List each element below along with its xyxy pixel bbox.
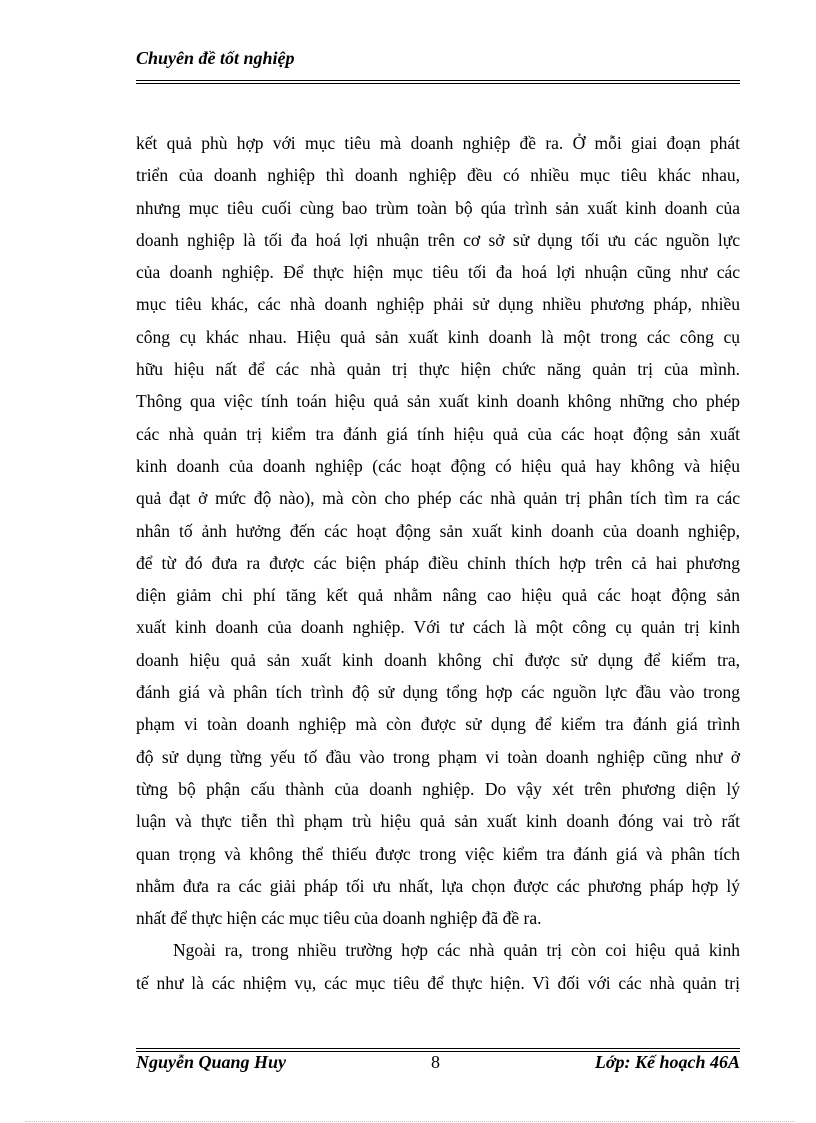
- text-line: doanh nghiệp là tối đa hoá lợi nhuận trên cơ sở sử dụng tối ưu các nguồn lực: [136, 229, 740, 250]
- footer-rule-top: [136, 1048, 740, 1049]
- text-line: Ngoài ra, trong nhiều trường hợp các nhà quản trị còn coi hiệu quả kinh: [173, 940, 740, 961]
- page-edge-divider: [25, 1121, 795, 1122]
- text-line: tế như là các nhiệm vụ, các mục tiêu để thực hiện. Vì đối với các nhà quản trị: [136, 972, 740, 993]
- text-line: để từ đó đưa ra được các biện pháp điều chỉnh thích hợp trên cả hai phương: [136, 552, 740, 573]
- text-line: xuất kinh doanh của doanh nghiệp. Với tư cách là một công cụ quản trị kinh: [136, 617, 740, 638]
- header-rule-top: [136, 80, 740, 81]
- text-line: từng bộ phận cấu thành của doanh nghiệp. Do vậy xét trên phương diện lý: [136, 778, 740, 799]
- text-line: kết quả phù hợp với mục tiêu mà doanh nghiệp đề ra. Ở mỗi giai đoạn phát: [136, 133, 740, 153]
- document-title: Chuyên đề tốt nghiệp: [136, 48, 295, 68]
- text-line: mục tiêu khác, các nhà doanh nghiệp phải sử dụng nhiều phương pháp, nhiều: [136, 294, 740, 315]
- text-line: quả đạt ở mức độ nào), mà còn cho phép các nhà quản trị phân tích tìm ra các: [136, 488, 740, 509]
- text-line: nhằm đưa ra các giải pháp tối ưu nhất, lựa chọn được các phương pháp hợp lý: [136, 875, 740, 896]
- text-line: nhưng mục tiêu cuối cùng bao trùm toàn bộ qúa trình sản xuất kinh doanh của: [136, 197, 740, 218]
- text-line: luận và thực tiễn thì phạm trù hiệu quả sản xuất kinh doanh đóng vai trò rất: [136, 811, 740, 832]
- text-line: nhân tố ảnh hưởng đến các hoạt động sản xuất kinh doanh của doanh nghiệp,: [136, 520, 740, 541]
- text-line: kinh doanh của doanh nghiệp (các hoạt động có hiệu quả hay không và hiệu: [136, 455, 740, 476]
- text-line: độ sử dụng từng yếu tố đầu vào trong phạm vi toàn doanh nghiệp cũng như ở: [136, 746, 740, 767]
- text-line: các nhà quản trị kiểm tra đánh giá tính hiệu quả của các hoạt động sản xuất: [136, 423, 740, 444]
- header-rule-bottom: [136, 83, 740, 84]
- text-line: doanh hiệu quả sản xuất kinh doanh không chỉ được sử dụng để kiểm tra,: [136, 649, 740, 670]
- text-line: công cụ khác nhau. Hiệu quả sản xuất kinh doanh là một trong các công cụ: [136, 326, 740, 347]
- class-label: Lớp: Kế hoạch 46A: [594, 1052, 740, 1072]
- text-line: triển của doanh nghiệp thì doanh nghiệp đều có nhiều mục tiêu khác nhau,: [136, 165, 740, 186]
- text-line: diện giảm chi phí tăng kết quả nhằm nâng cao hiệu quả các hoạt động sản: [136, 585, 740, 606]
- text-line: đánh giá và phân tích trình độ sử dụng tổng hợp các nguồn lực đầu vào trong: [136, 682, 740, 703]
- text-line: hữu hiệu nất để các nhà quản trị thực hiện chức năng quản trị của mình.: [136, 359, 740, 380]
- text-line: quan trọng và không thể thiếu được trong việc kiểm tra đánh giá và phân tích: [136, 843, 740, 864]
- page-number: 8: [431, 1052, 440, 1072]
- text-line: của doanh nghiệp. Để thực hiện mục tiêu tối đa hoá lợi nhuận cũng như các: [136, 262, 740, 283]
- text-line: phạm vi toàn doanh nghiệp mà còn được sử dụng để kiểm tra đánh giá trình: [136, 714, 740, 735]
- author-name: Nguyễn Quang Huy: [136, 1052, 287, 1072]
- body-text: [136, 127, 740, 999]
- text-line: nhất để thực hiện các mục tiêu của doanh nghiệp đã đề ra.: [136, 908, 542, 929]
- text-line: Thông qua việc tính toán hiệu quả sản xuất kinh doanh không những cho phép: [136, 391, 740, 412]
- page-footer: [136, 1052, 740, 1078]
